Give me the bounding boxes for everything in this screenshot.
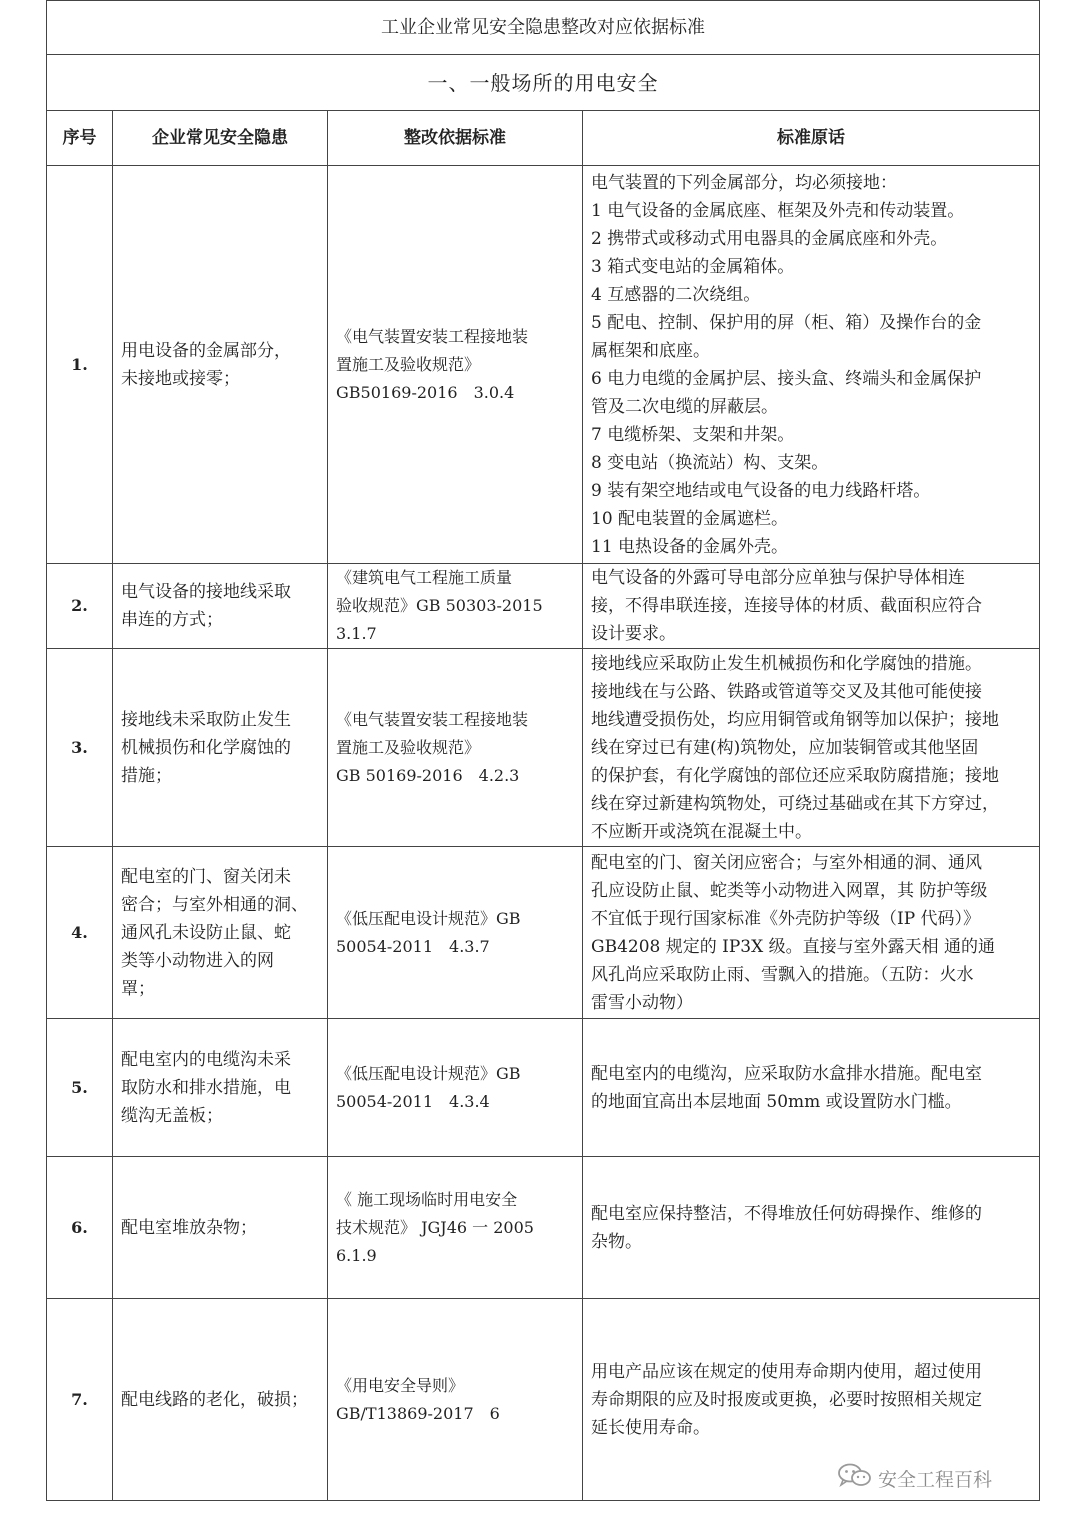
original-line: 线在穿过已有建(构)筑物处，应加装铜管或其他坚固 xyxy=(591,737,979,758)
hazard-line: 电气设备的接地线采取 xyxy=(121,582,291,602)
hazard-line: 未接地或接零； xyxy=(121,368,240,389)
original-line: 9 装有架空地结或电气设备的电力线路杆塔。 xyxy=(591,480,931,501)
hazard-line: 机械损伤和化学腐蚀的 xyxy=(121,737,291,758)
table-row xyxy=(47,649,1040,847)
hazard-line: 用电设备的金属部分， xyxy=(121,340,291,361)
original-line: 用电产品应该在规定的使用寿命期内使用，超过使用 xyxy=(591,1361,982,1382)
hazard-line: 配电室堆放杂物； xyxy=(121,1217,257,1238)
table-row xyxy=(47,166,1040,564)
standard-cell xyxy=(328,1157,583,1299)
standard-line: 《低压配电设计规范》GB xyxy=(336,1063,521,1083)
table-row xyxy=(47,1019,1040,1157)
original-line: 2 携带式或移动式用电器具的金属底座和外壳。 xyxy=(591,228,948,249)
header-standard: 整改依据标准 xyxy=(328,111,583,166)
original-line: 不应断开或浇筑在混凝土中。 xyxy=(591,821,812,842)
original-cell xyxy=(583,1019,1040,1157)
hazard-line: 取防水和排水措施，电 xyxy=(121,1077,291,1098)
row-number: 6. xyxy=(47,1157,113,1299)
original-line: 6 电力电缆的金属护层、接头盒、终端头和金属保护 xyxy=(591,368,982,389)
original-line: 管及二次电缆的屏蔽层。 xyxy=(591,396,778,417)
standard-line: 50054-2011 4.3.7 xyxy=(336,936,490,956)
standard-cell xyxy=(328,166,583,564)
hazard-cell xyxy=(113,847,328,1019)
original-line: 寿命期限的应及时报废或更换，必要时按照相关规定 xyxy=(591,1389,982,1410)
original-line: 接，不得串联连接，连接导体的材质、截面积应符合 xyxy=(591,596,982,616)
original-line: 孔应设防止鼠、蛇类等小动物进入网罩，其 防护等级 xyxy=(591,880,988,901)
standard-line: 50054-2011 4.3.4 xyxy=(336,1091,490,1111)
original-line: 5 配电、控制、保护用的屏（柜、箱）及操作台的金 xyxy=(591,312,982,333)
standard-line: 置施工及验收规范》 xyxy=(336,354,481,374)
standard-line: 《电气装置安装工程接地装 xyxy=(336,326,529,346)
hazard-cell xyxy=(113,1157,328,1299)
original-line: GB4208 规定的 IP3X 级。直接与室外露天相 通的通 xyxy=(591,936,996,957)
table-row xyxy=(47,564,1040,649)
table-row xyxy=(47,847,1040,1019)
hazard-line: 缆沟无盖板； xyxy=(121,1105,223,1126)
original-line: 配电室的门、窗关闭应密合；与室外相通的洞、通风 xyxy=(591,852,982,873)
original-line: 7 电缆桥架、支架和井架。 xyxy=(591,424,795,445)
hazard-cell xyxy=(113,166,328,564)
standard-line: GB 50169-2016 4.2.3 xyxy=(336,765,520,785)
standard-line: 《 施工现场临时用电安全 xyxy=(336,1189,518,1209)
standard-line: 《电气装置安装工程接地装 xyxy=(336,709,529,729)
standard-line: 技术规范》 JGJ46 一 2005 xyxy=(336,1217,534,1237)
original-line: 3 箱式变电站的金属箱体。 xyxy=(591,256,795,277)
original-line: 配电室内的电缆沟，应采取防水盒排水措施。配电室 xyxy=(591,1063,982,1084)
original-line: 杂物。 xyxy=(591,1231,642,1252)
original-line: 1 电气设备的金属底座、框架及外壳和传动装置。 xyxy=(591,200,965,221)
original-line: 的保护套，有化学腐蚀的部位还应采取防腐措施；接地 xyxy=(591,765,999,786)
watermark-text: 安全工程百科 xyxy=(878,1468,993,1491)
standard-line: 置施工及验收规范》 xyxy=(336,737,481,757)
header-num: 序号 xyxy=(47,111,113,166)
row-number: 5. xyxy=(47,1019,113,1157)
original-line: 配电室应保持整洁，不得堆放任何妨碍操作、维修的 xyxy=(591,1203,982,1224)
original-cell xyxy=(583,166,1040,564)
watermark xyxy=(838,1464,992,1492)
original-line: 8 变电站（换流站）构、支架。 xyxy=(591,452,829,473)
row-number: 2. xyxy=(47,564,113,649)
row-number: 1. xyxy=(47,166,113,564)
hazard-line: 措施； xyxy=(121,765,172,786)
original-line: 10 配电装置的金属遮栏。 xyxy=(591,508,789,529)
hazard-line: 配电室内的电缆沟未采 xyxy=(121,1049,291,1070)
row-number: 3. xyxy=(47,649,113,847)
standard-line: 《低压配电设计规范》GB xyxy=(336,908,521,928)
hazard-line: 密合；与室外相通的洞、 xyxy=(121,894,308,915)
original-line: 延长使用寿命。 xyxy=(591,1417,710,1438)
standard-cell xyxy=(328,847,583,1019)
table-row xyxy=(47,1157,1040,1299)
section-title: 一、一般场所的用电安全 xyxy=(47,55,1040,111)
standard-cell xyxy=(328,649,583,847)
standard-cell xyxy=(328,1299,583,1501)
original-line: 风孔尚应采取防止雨、雪飘入的措施。（五防：火水 xyxy=(591,964,974,985)
original-cell xyxy=(583,847,1040,1019)
standard-line: 《建筑电气工程施工质量 xyxy=(336,568,513,587)
original-line: 4 互感器的二次绕组。 xyxy=(591,284,761,305)
original-line: 11 电热设备的金属外壳。 xyxy=(591,536,789,557)
standard-line: GB/T13869-2017 6 xyxy=(336,1403,500,1423)
hazard-cell xyxy=(113,564,328,649)
hazard-line: 串连的方式； xyxy=(121,610,223,630)
hazard-line: 类等小动物进入的网 xyxy=(121,950,274,971)
hazard-line: 接地线未采取防止发生 xyxy=(121,709,291,730)
original-line: 不宜低于现行国家标准《外壳防护等级（IP 代码）》 xyxy=(591,908,981,929)
hazard-cell xyxy=(113,649,328,847)
standard-line: GB50169-2016 3.0.4 xyxy=(336,382,515,402)
hazard-line: 罩； xyxy=(121,978,155,999)
header-hazard: 企业常见安全隐患 xyxy=(113,111,328,166)
hazard-line: 通风孔未设防止鼠、蛇 xyxy=(121,922,291,943)
standard-line: 6.1.9 xyxy=(336,1245,377,1265)
standard-cell xyxy=(328,564,583,649)
row-number: 4. xyxy=(47,847,113,1019)
hazard-cell xyxy=(113,1299,328,1501)
standard-line: 3.1.7 xyxy=(336,624,377,643)
original-line: 属框架和底座。 xyxy=(591,340,710,361)
original-cell xyxy=(583,1157,1040,1299)
document-title: 工业企业常见安全隐患整改对应依据标准 xyxy=(47,1,1040,55)
original-line: 设计要求。 xyxy=(591,624,676,644)
standard-line: 验收规范》GB 50303-2015 xyxy=(336,596,543,615)
original-line: 线在穿过新建构筑物处，可绕过基础或在其下方穿过， xyxy=(591,793,999,814)
hazard-line: 配电室的门、窗关闭未 xyxy=(121,866,291,887)
standard-line: 《用电安全导则》 xyxy=(336,1375,465,1395)
wechat-icon xyxy=(838,1463,872,1494)
original-line: 接地线在与公路、铁路或管道等交叉及其他可能使接 xyxy=(591,681,982,702)
hazard-line: 配电线路的老化，破损； xyxy=(121,1389,308,1410)
header-original: 标准原话 xyxy=(583,111,1040,166)
hazard-standards-table xyxy=(46,0,1040,1501)
original-cell xyxy=(583,649,1040,847)
row-number: 7. xyxy=(47,1299,113,1501)
original-cell xyxy=(583,564,1040,649)
original-line: 雷雪小动物） xyxy=(591,992,693,1013)
original-line: 的地面宜高出本层地面 50mm 或设置防水门槛。 xyxy=(591,1091,962,1112)
original-line: 地线遭受损伤处，均应用铜管或角钢等加以保护；接地 xyxy=(591,709,999,730)
original-line: 接地线应采取防止发生机械损伤和化学腐蚀的措施。 xyxy=(591,653,982,674)
hazard-cell xyxy=(113,1019,328,1157)
standard-cell xyxy=(328,1019,583,1157)
table-header xyxy=(47,111,1040,166)
original-line: 电气设备的外露可导电部分应单独与保护导体相连 xyxy=(591,568,965,588)
original-line: 电气装置的下列金属部分，均必须接地： xyxy=(591,172,897,193)
